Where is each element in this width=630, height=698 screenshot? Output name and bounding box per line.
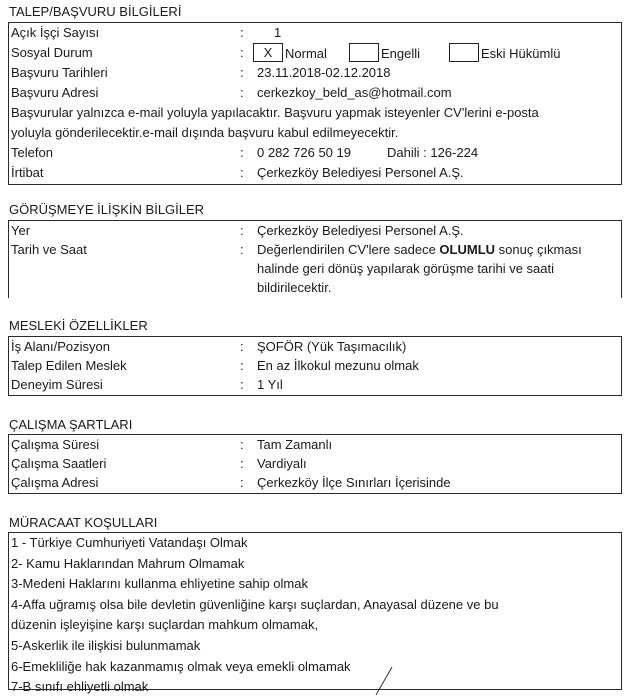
value: 1 Yıl	[257, 377, 283, 392]
value: ŞOFÖR (Yük Taşımacılık)	[257, 339, 407, 354]
colon: :	[240, 475, 244, 490]
row-calisma-suresi	[9, 435, 621, 454]
row-tarih-saat	[9, 240, 621, 297]
row-yer	[9, 221, 621, 240]
colon: :	[240, 456, 244, 471]
phone-value: 0 282 726 50 19	[257, 144, 351, 160]
label: Çalışma Saatleri	[11, 456, 107, 471]
option-label-engelli: Engelli	[381, 45, 421, 61]
option-label-eski-hukumlu: Eski Hükümlü	[481, 45, 561, 61]
colon: :	[240, 242, 244, 257]
signature-stroke	[370, 665, 410, 695]
row-telefon	[9, 143, 621, 163]
value: Çerkezköy Belediyesi Personel A.Ş.	[257, 223, 464, 238]
condition-item: 5-Askerlik ile ilişkisi bulunmamak	[11, 637, 201, 653]
row-sosyal-durum	[9, 42, 621, 63]
row-deneyim	[9, 375, 621, 394]
colon: :	[240, 358, 244, 373]
label: Tarih ve Saat	[11, 242, 87, 257]
value: Çerkezköy İlçe Sınırları İçerisinde	[257, 475, 451, 490]
colon: :	[240, 44, 244, 60]
dahili-value: Dahili : 126-224	[387, 144, 479, 160]
section-title-talep: TALEP/BAŞVURU BİLGİLERİ	[9, 4, 182, 19]
condition-item: 6-Emekliliğe hak kazanmamış olmak veya emekli olmamak	[11, 658, 351, 674]
label: Çalışma Süresi	[11, 437, 100, 452]
colon: :	[240, 84, 244, 100]
colon: :	[240, 437, 244, 452]
condition-item: 2- Kamu Haklarından Mahrum Olmamak	[11, 555, 245, 571]
colon: :	[240, 64, 244, 80]
label: Talep Edilen Meslek	[11, 358, 127, 373]
condition-item: 3-Medeni Haklarını kullanma ehliyetine sahip olmak	[11, 576, 308, 592]
row-irtibat	[9, 163, 621, 183]
label: Deneyim Süresi	[11, 377, 103, 392]
checkbox-engelli[interactable]	[349, 43, 379, 62]
condition-item: 7-B sınıfı ehliyetli olmak	[11, 679, 149, 695]
colon: :	[240, 164, 244, 180]
section-title-muracaat: MÜRACAAT KOŞULLARI	[9, 515, 158, 530]
value: En az İlkokul mezunu olmak	[257, 358, 419, 373]
note-line-1: Başvurular yalnızca e-mail yoluyla yapılacaktır. Başvuru yapmak isteyenler CV'lerini e-posta	[11, 104, 539, 120]
checkbox-normal[interactable]: X	[253, 43, 283, 62]
colon: :	[240, 25, 244, 40]
row-basvuru-tarihleri	[9, 63, 621, 83]
label: Açık İşçi Sayısı	[11, 25, 100, 40]
value: Vardiyalı	[257, 456, 307, 471]
row-acik-isci	[9, 24, 621, 42]
condition-item: 1 - Türkiye Cumhuriyeti Vatandaşı Olmak	[11, 535, 248, 550]
section-title-gorusme: GÖRÜŞMEYE İLİŞKİN BİLGİLER	[9, 202, 205, 217]
value: Değerlendirilen CV'lere sadece OLUMLU sonuç çıkması halinde geri dönüş yapılarak görüşme tarihi ve saati bildirilecektir.	[257, 242, 582, 295]
value: Çerkezköy Belediyesi Personel A.Ş.	[257, 164, 464, 180]
muracaat-box	[8, 532, 622, 695]
value: 23.11.2018-02.12.2018	[257, 64, 391, 80]
value: 1	[274, 25, 282, 40]
row-pozisyon	[9, 337, 621, 356]
row-calisma-adresi	[9, 473, 621, 492]
email-link[interactable]: cerkezkoy_beld_as@hotmail.com	[257, 84, 452, 100]
row-calisma-saatleri	[9, 454, 621, 473]
label: Sosyal Durum	[11, 44, 93, 60]
colon: :	[240, 339, 244, 354]
row-talep-meslek	[9, 356, 621, 375]
label: Çalışma Adresi	[11, 475, 99, 490]
label: İş Alanı/Pozisyon	[11, 339, 110, 354]
gorusme-box	[8, 220, 622, 298]
section-title-calisma: ÇALIŞMA ŞARTLARI	[9, 417, 133, 432]
colon: :	[240, 144, 244, 160]
colon: :	[240, 223, 244, 238]
option-label-normal: Normal	[285, 45, 327, 61]
label: Yer	[11, 223, 31, 238]
label: Başvuru Adresi	[11, 84, 99, 100]
section-title-mesleki: MESLEKİ ÖZELLİKLER	[9, 318, 148, 333]
note-line-2: yoluyla gönderilecektir.e-mail dışında başvuru kabul edilmeyecektir.	[11, 124, 399, 140]
checkbox-eski-hukumlu[interactable]	[449, 43, 479, 62]
talep-box	[8, 22, 622, 185]
mesleki-box	[8, 336, 622, 396]
label: Başvuru Tarihleri	[11, 64, 108, 80]
colon: :	[240, 377, 244, 392]
label: İrtibat	[11, 164, 44, 180]
calisma-box	[8, 434, 622, 494]
condition-item-continued: düzenin işleyişine karşı suçlardan mahkum olmamak,	[11, 617, 319, 633]
label: Telefon	[11, 144, 53, 160]
row-basvuru-adresi	[9, 83, 621, 103]
condition-item: 4-Affa uğramış olsa bile devletin güvenliğine karşı suçlardan, Anayasal düzene ve bu	[11, 596, 499, 612]
sosyal-options	[253, 42, 560, 64]
value: Tam Zamanlı	[257, 437, 333, 452]
emphasis-olumlu: OLUMLU	[439, 242, 496, 257]
